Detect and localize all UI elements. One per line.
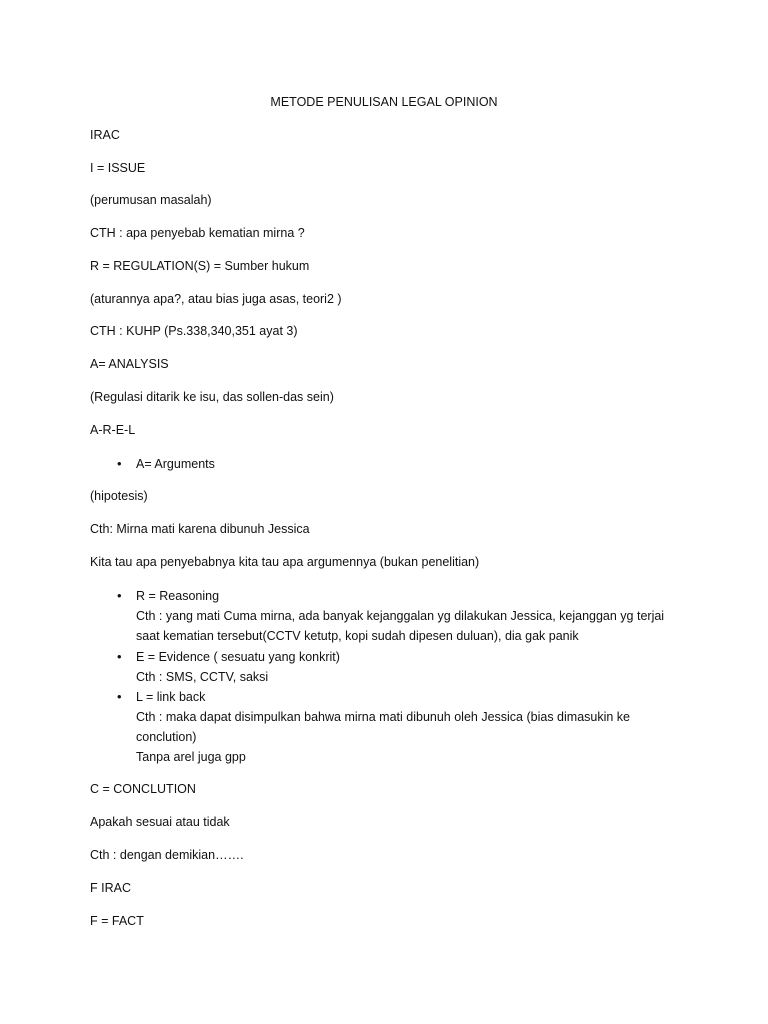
text-line: Apakah sesuai atau tidak [90, 815, 230, 829]
text-line: (Regulasi ditarik ke isu, das sollen-das sein) [90, 390, 334, 404]
linkback-example: Cth : maka dapat disimpulkan bahwa mirna mati dibunuh oleh Jessica (bias dimasukin ke [136, 710, 631, 724]
evidence-example: Cth : SMS, CCTV, saksi [136, 670, 269, 684]
bullet-icon [117, 647, 122, 667]
reasoning-example: Cth : yang mati Cuma mirna, ada banyak kejanggalan yg dilakukan Jessica, kejanggan yg terjai [136, 609, 665, 623]
linkback-note: Tanpa arel juga gpp [136, 750, 246, 764]
example-line: CTH : KUHP (Ps.338,340,351 ayat 3) [90, 324, 298, 338]
bullet-icon [117, 586, 122, 606]
bullet-icon [117, 687, 122, 707]
bullet-reasoning: R = Reasoning [136, 589, 220, 603]
issue-line: I = ISSUE [90, 161, 146, 175]
bullet-arguments: A= Arguments [136, 457, 215, 471]
text-line: Kita tau apa penyebabnya kita tau apa argumennya (bukan penelitian) [90, 555, 480, 569]
text-line: (aturannya apa?, atau bias juga asas, teori2 ) [90, 292, 342, 306]
example-line: Cth : dengan demikian……. [90, 848, 244, 862]
text-line: (hipotesis) [90, 489, 148, 503]
bullet-evidence: E = Evidence ( sesuatu yang konkrit) [136, 650, 340, 664]
heading-firac: F IRAC [90, 881, 131, 895]
bullet-icon [117, 454, 122, 474]
regulation-line: R = REGULATION(S) = Sumber hukum [90, 259, 310, 273]
linkback-example-cont: conclution) [136, 730, 197, 744]
bullet-linkback: L = link back [136, 690, 206, 704]
example-line: CTH : apa penyebab kematian mirna ? [90, 226, 305, 240]
reasoning-example-cont: saat kematian tersebut(CCTV ketutp, kopi sudah dipesen duluan), dia gak panik [136, 629, 579, 643]
fact-line: F = FACT [90, 914, 144, 928]
text-line: (perumusan masalah) [90, 193, 212, 207]
heading-irac: IRAC [90, 128, 120, 142]
analysis-line: A= ANALYSIS [90, 357, 169, 371]
conclusion-line: C = CONCLUTION [90, 782, 196, 796]
example-line: Cth: Mirna mati karena dibunuh Jessica [90, 522, 310, 536]
arel-heading: A-R-E-L [90, 423, 136, 437]
document-title: METODE PENULISAN LEGAL OPINION [270, 95, 498, 109]
